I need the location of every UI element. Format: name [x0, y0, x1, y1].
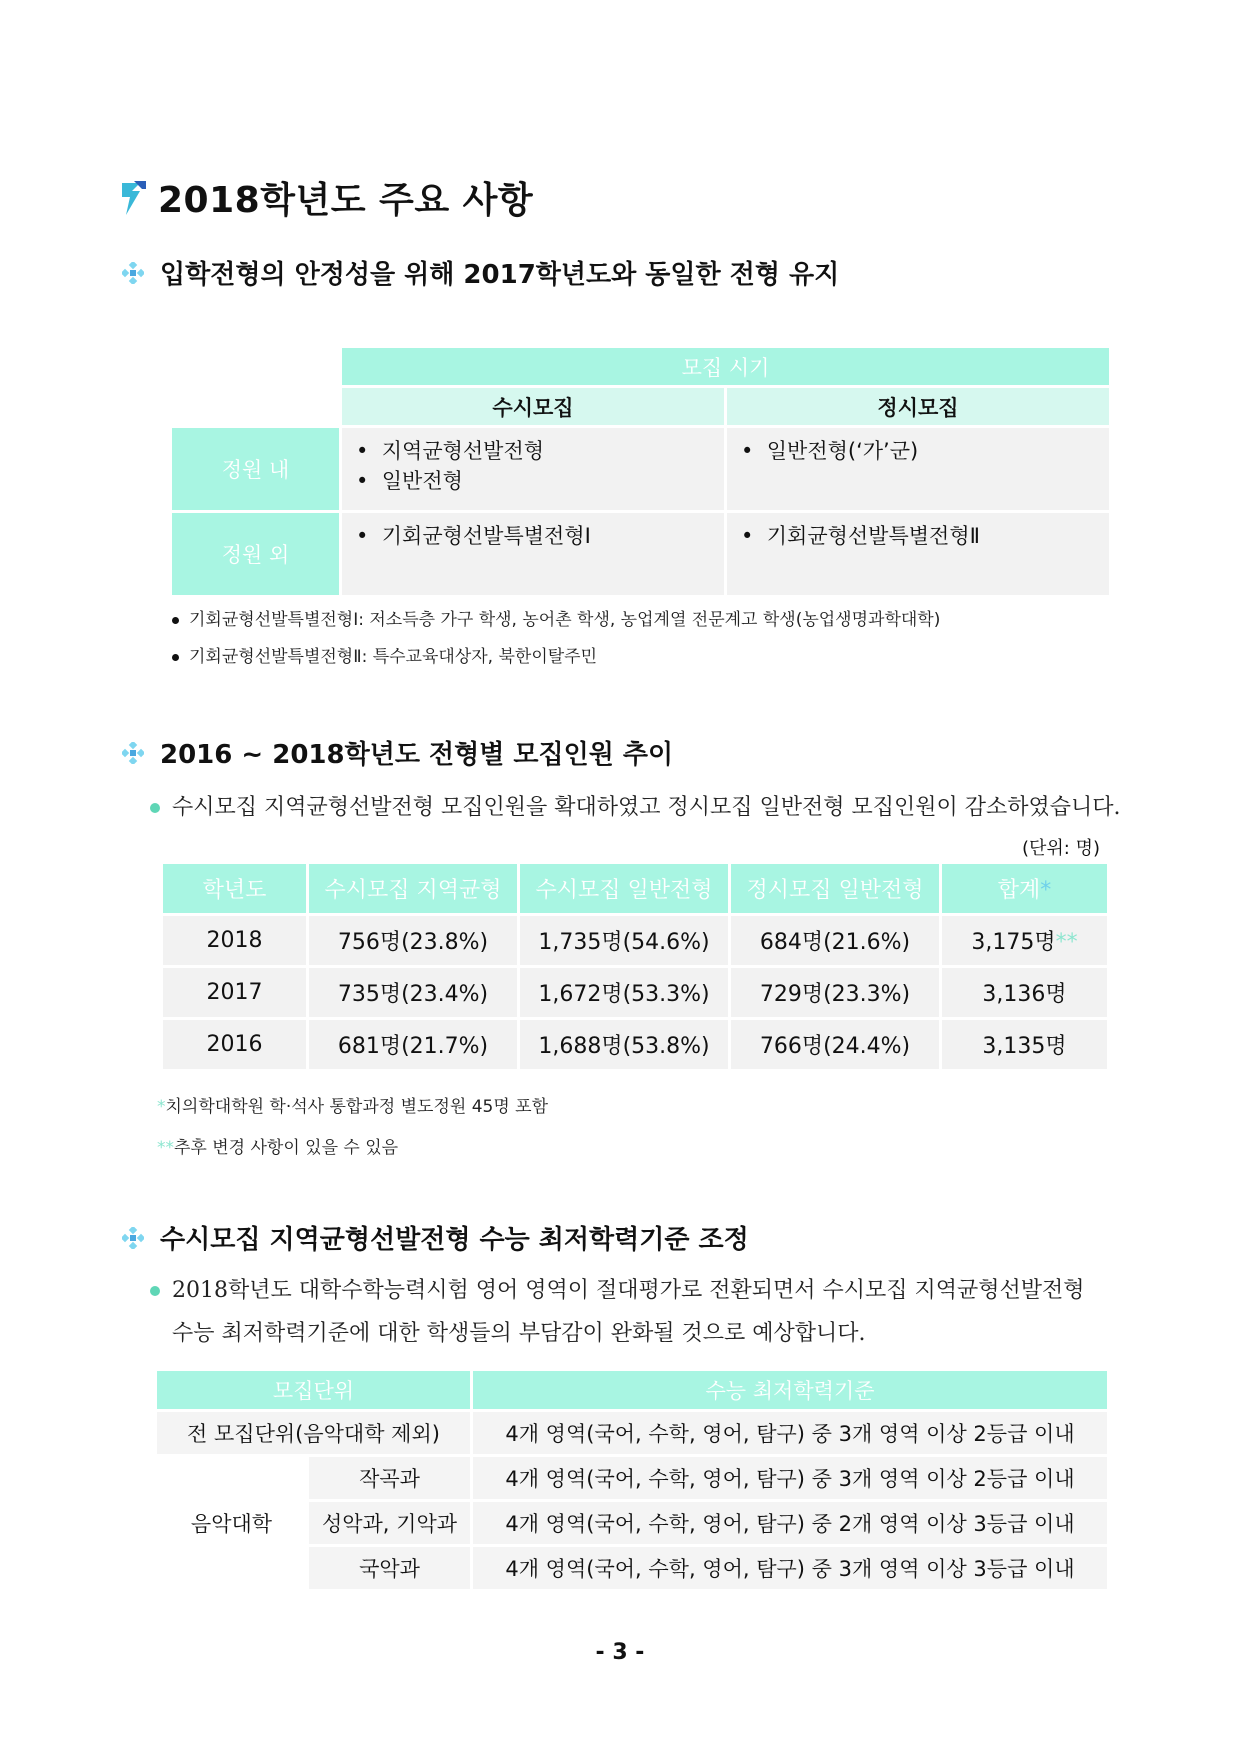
- table-cell: • 기회균형선발특별전형Ⅱ: [727, 513, 1109, 595]
- column-header: 합계*: [942, 864, 1107, 913]
- diamond-cluster-icon: [122, 262, 144, 284]
- note-item: 기회균형선발특별전형Ⅱ: 특수교육대상자, 북한이탈주민: [172, 639, 940, 676]
- column-header: 모집단위: [157, 1371, 470, 1409]
- table-header: 모집 시기: [342, 348, 1109, 385]
- table-row: 2017 735명(23.4%) 1,672명(53.3%) 729명(23.3%) 3,136명: [163, 968, 1107, 1017]
- column-header: 수능 최저학력기준: [473, 1371, 1107, 1409]
- section2-paragraph: 수시모집 지역균형선발전형 모집인원을 확대하였고 정시모집 일반전형 모집인원이 감소하였습니다.: [150, 790, 1121, 821]
- table-row: 2016 681명(21.7%) 1,688명(53.8%) 766명(24.4%) 3,135명: [163, 1020, 1107, 1069]
- recruitment-period-table: [169, 345, 1112, 598]
- row-label: 정원 내: [172, 428, 339, 510]
- csat-minimum-table: [154, 1368, 1110, 1592]
- column-header: 수시모집 지역균형: [309, 864, 517, 913]
- diamond-cluster-icon: [122, 1227, 144, 1249]
- column-header: 학년도: [163, 864, 306, 913]
- page-title-text: 2018학년도 주요 사항: [158, 180, 534, 221]
- section3-heading: 수시모집 지역균형선발전형 수능 최저학력기준 조정: [122, 1219, 749, 1256]
- column-header: 정시모집 일반전형: [731, 864, 939, 913]
- section1-notes: [172, 602, 940, 676]
- page-title: [118, 172, 533, 223]
- section3-paragraph-line2: 수능 최저학력기준에 대한 학생들의 부담감이 완화될 것으로 예상합니다.: [172, 1321, 866, 1346]
- table-cell: • 일반전형(‘가’군): [727, 428, 1109, 510]
- footnote: **추후 변경 사항이 있을 수 있음: [157, 1138, 399, 1158]
- music-college-label: 음악대학: [157, 1457, 306, 1589]
- section1-heading: 입학전형의 안정성을 위해 2017학년도와 동일한 전형 유지: [122, 254, 839, 291]
- column-header: 수시모집 일반전형: [520, 864, 728, 913]
- footnote: *치의학대학원 학·석사 통합과정 별도정원 45명 포함: [157, 1097, 548, 1117]
- column-header: 수시모집: [342, 388, 724, 425]
- unit-label: (단위: 명): [1022, 838, 1100, 859]
- table-row: 음악대학 작곡과 4개 영역(국어, 수학, 영어, 탐구) 중 3개 영역 이상 2등급 이내: [157, 1457, 1107, 1499]
- table-row: 2018 756명(23.8%) 1,735명(54.6%) 684명(21.6%) 3,175명**: [163, 916, 1107, 965]
- table-row: 국악과 4개 영역(국어, 수학, 영어, 탐구) 중 3개 영역 이상 3등급 이내: [157, 1547, 1107, 1589]
- table-row: 전 모집단위(음악대학 제외) 4개 영역(국어, 수학, 영어, 탐구) 중 3개 영역 이상 2등급 이내: [157, 1412, 1107, 1454]
- page-number: - 3 -: [595, 1640, 645, 1665]
- column-header: 정시모집: [727, 388, 1109, 425]
- table-row: 성악과, 기악과 4개 영역(국어, 수학, 영어, 탐구) 중 2개 영역 이상 3등급 이내: [157, 1502, 1107, 1544]
- recruitment-trend-table: [160, 861, 1110, 1072]
- row-label: 정원 외: [172, 513, 339, 595]
- section3-paragraph-line1: 2018학년도 대학수학능력시험 영어 영역이 절대평가로 전환되면서 수시모집 지역균형선발전형: [150, 1273, 1085, 1304]
- title-marker-icon: [118, 177, 148, 219]
- table-cell: • 기회균형선발특별전형Ⅰ: [342, 513, 724, 595]
- section2-heading: 2016 ~ 2018학년도 전형별 모집인원 추이: [122, 734, 673, 771]
- table-cell: • 지역균형선발전형 • 일반전형: [342, 428, 724, 510]
- diamond-cluster-icon: [122, 742, 144, 764]
- note-item: 기회균형선발특별전형Ⅰ: 저소득층 가구 학생, 농어촌 학생, 농업계열 전문계고 학생(농업생명과학대학): [172, 602, 940, 639]
